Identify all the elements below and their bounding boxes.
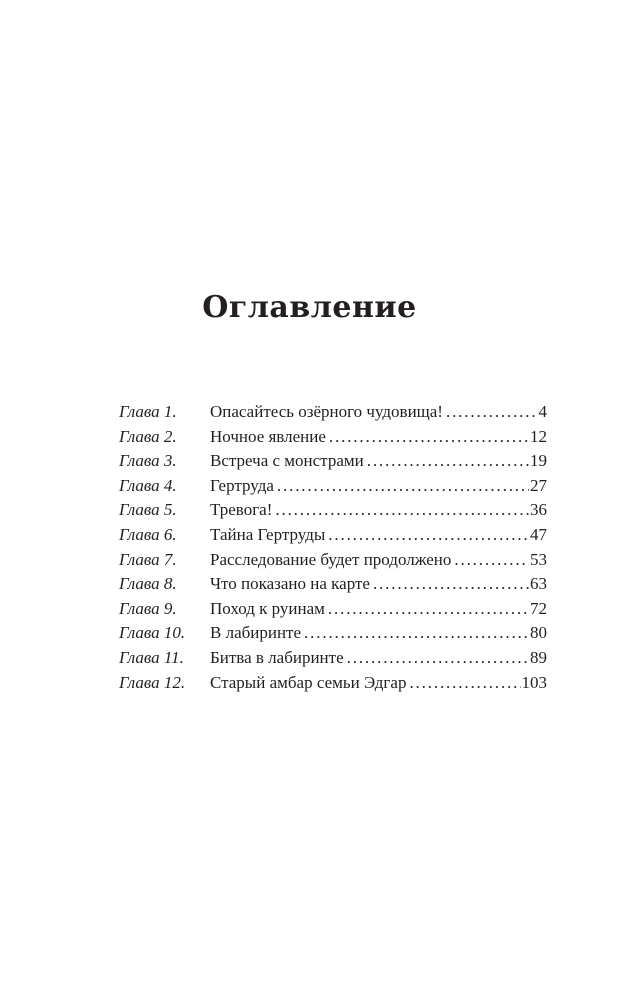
- page-number: 53: [530, 549, 547, 569]
- dot-leader: [304, 621, 529, 646]
- chapter-title: Встреча с монстрами: [210, 451, 364, 471]
- chapter-number: Глава 11.: [119, 647, 184, 667]
- toc-entry: [210, 498, 547, 523]
- page-number: 47: [530, 524, 547, 544]
- chapter-number: Глава 4.: [119, 475, 177, 495]
- toc-row[interactable]: [119, 646, 551, 671]
- chapter-number: Глава 8.: [119, 574, 177, 594]
- page-number: 103: [521, 672, 547, 692]
- toc-row[interactable]: [119, 548, 551, 573]
- toc-row[interactable]: [119, 671, 551, 696]
- chapter-number: Глава 9.: [119, 598, 177, 618]
- dot-leader: [328, 597, 529, 622]
- dot-leader: [373, 572, 529, 597]
- chapter-title: Битва в лабиринте: [210, 647, 344, 667]
- dot-leader: [446, 400, 538, 425]
- chapter-title: Опасайтесь озёрного чудовища!: [210, 402, 443, 421]
- page-number: 27: [530, 475, 547, 495]
- chapter-number: Глава 10.: [119, 623, 186, 643]
- dot-leader: [277, 474, 529, 499]
- chapter-number: Глава 5.: [119, 500, 177, 520]
- page-number: 72: [530, 598, 547, 618]
- chapter-number: Глава 12.: [119, 672, 186, 692]
- toc-row[interactable]: [119, 498, 551, 523]
- chapter-title: В лабиринте: [210, 623, 302, 643]
- page-title: Оглавление: [202, 290, 417, 325]
- chapter-title: Старый амбар семьи Эдгар: [210, 672, 407, 692]
- chapter-number: Глава 7.: [119, 549, 177, 569]
- chapter-title: Тайна Гертруды: [210, 524, 326, 544]
- toc-row[interactable]: [119, 425, 551, 450]
- toc-entry: [210, 548, 547, 573]
- page-number: 12: [530, 426, 547, 446]
- toc-row[interactable]: [119, 449, 551, 474]
- toc-row[interactable]: [119, 523, 551, 548]
- dot-leader: [329, 425, 529, 450]
- chapter-title: Что показано на карте: [210, 574, 370, 594]
- toc-entry: [210, 646, 547, 671]
- dot-leader: [275, 498, 529, 523]
- page-number: 19: [530, 451, 547, 471]
- toc-row[interactable]: [119, 400, 551, 425]
- page-number: 4: [538, 402, 547, 421]
- toc-entry: [210, 671, 547, 696]
- toc-entry: [210, 597, 547, 622]
- dot-leader: [347, 646, 529, 671]
- page-number: 89: [530, 647, 547, 667]
- toc-entry: [210, 572, 547, 597]
- chapter-title: Тревога!: [210, 500, 273, 520]
- chapter-title: Расследование будет продолжено: [210, 549, 452, 569]
- table-of-contents: [119, 400, 551, 695]
- dot-leader: [454, 548, 529, 573]
- dot-leader: [328, 523, 529, 548]
- page-number: 36: [530, 500, 547, 520]
- toc-entry: [210, 621, 547, 646]
- chapter-number: Глава 6.: [119, 524, 177, 544]
- toc-row[interactable]: [119, 572, 551, 597]
- toc-entry: [210, 523, 547, 548]
- chapter-title: Гертруда: [210, 475, 274, 495]
- chapter-number: Глава 3.: [119, 451, 177, 471]
- toc-entry: [210, 449, 547, 474]
- dot-leader: [409, 671, 520, 696]
- chapter-number: Глава 2.: [119, 426, 177, 446]
- toc-entry: [210, 474, 547, 499]
- toc-entry: [210, 425, 547, 450]
- chapter-number: Глава 1.: [119, 402, 177, 421]
- chapter-title: Ночное явление: [210, 426, 326, 446]
- toc-entry: [210, 400, 547, 425]
- toc-row[interactable]: [119, 597, 551, 622]
- toc-row[interactable]: [119, 474, 551, 499]
- page-number: 63: [530, 574, 547, 594]
- dot-leader: [367, 449, 529, 474]
- page-number: 80: [530, 623, 547, 643]
- toc-row[interactable]: [119, 621, 551, 646]
- chapter-title: Поход к руинам: [210, 598, 325, 618]
